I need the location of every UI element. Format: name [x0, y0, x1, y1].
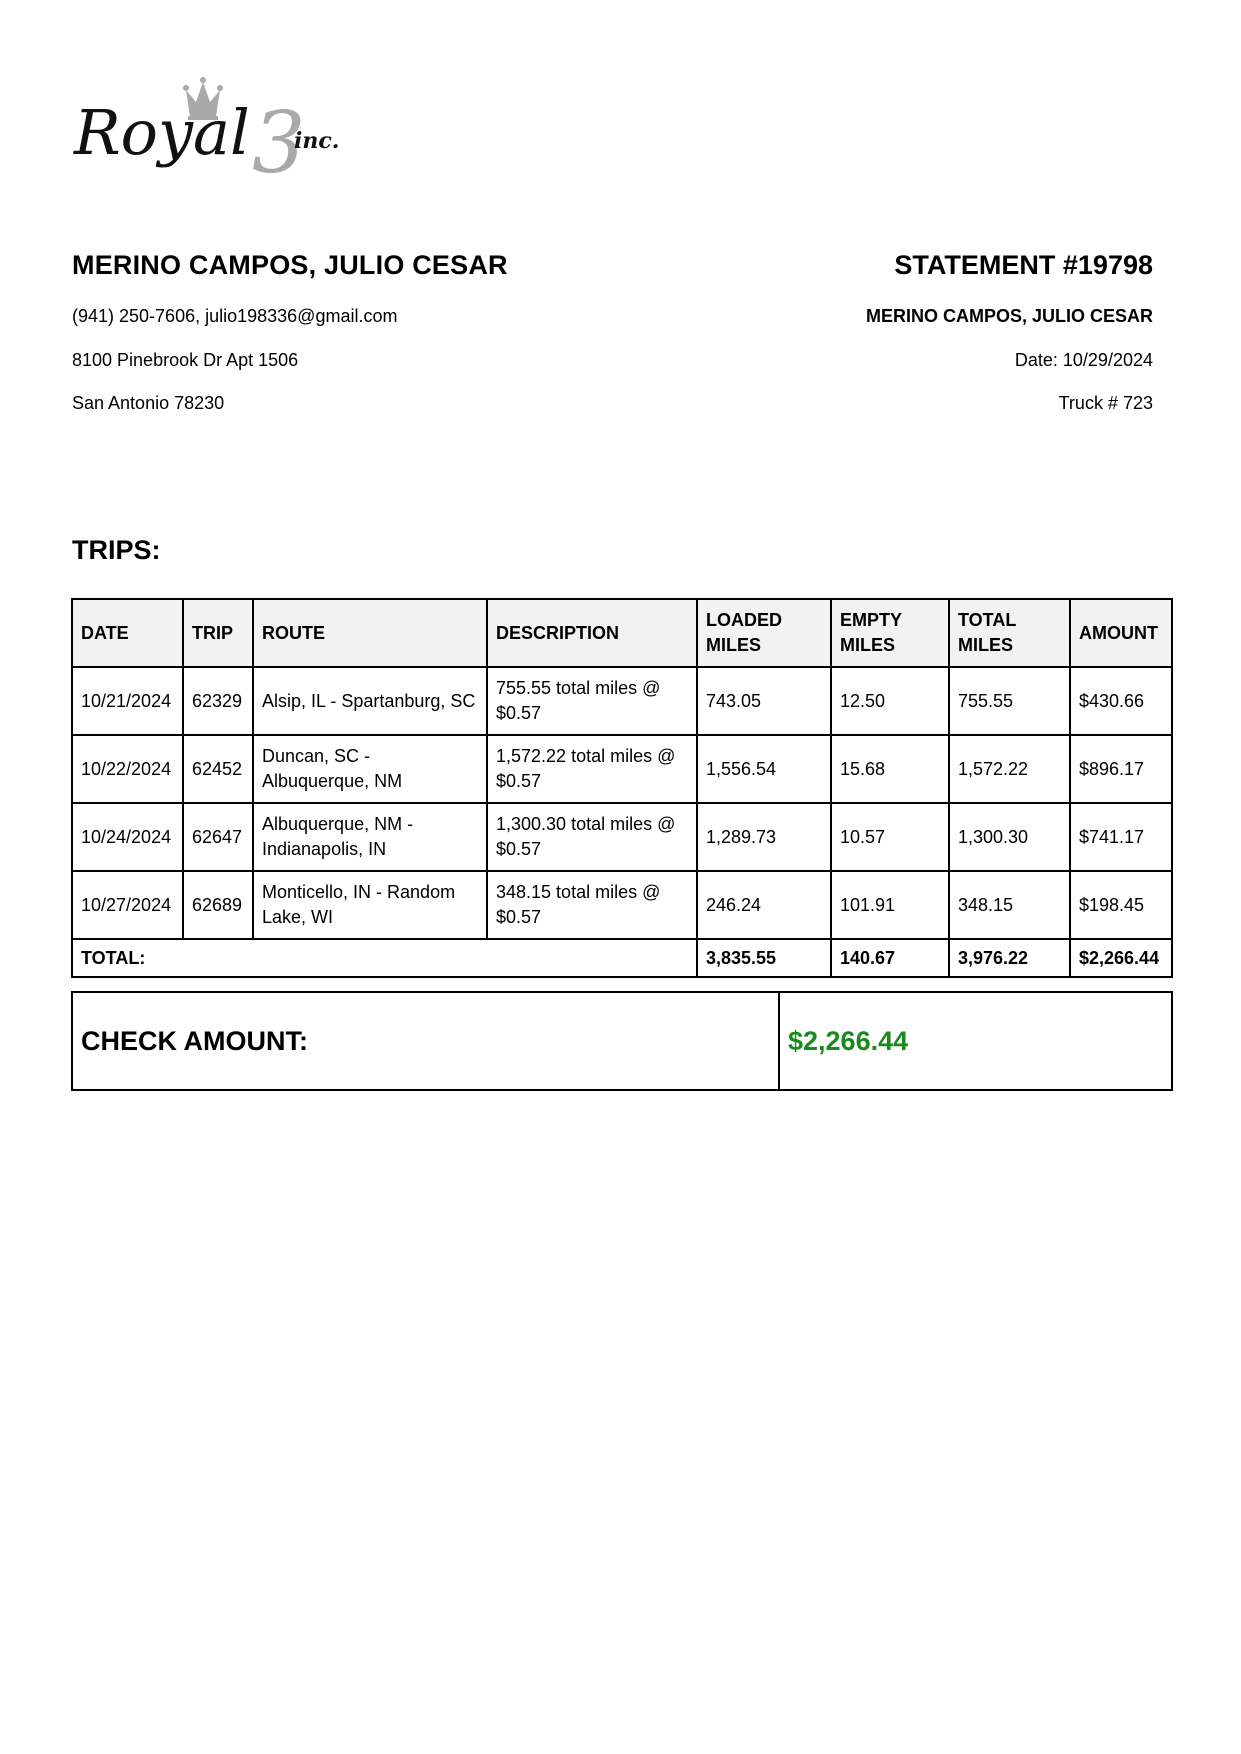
cell-date: 10/24/2024 [72, 803, 183, 871]
cell-trip: 62647 [183, 803, 253, 871]
cell-route: Monticello, IN - Random Lake, WI [253, 871, 487, 939]
payee-address-line2: San Antonio 78230 [72, 393, 225, 413]
cell-total-miles: 348.15 [949, 871, 1070, 939]
cell-description: 348.15 total miles @ $0.57 [487, 871, 697, 939]
table-row [72, 803, 1172, 871]
table-row [72, 735, 1172, 803]
check-amount-value: $2,266.44 [779, 992, 1172, 1090]
cell-date: 10/27/2024 [72, 871, 183, 939]
table-row [72, 871, 1172, 939]
totals-label: TOTAL: [72, 939, 697, 977]
column-header-date: DATE [72, 599, 183, 667]
company-logo [72, 72, 402, 192]
cell-loaded-miles: 1,289.73 [697, 803, 831, 871]
column-header-empty-miles: EMPTY MILES [831, 599, 949, 667]
statement-title: STATEMENT #19798 [894, 250, 1153, 280]
check-amount-label: CHECK AMOUNT: [72, 992, 779, 1090]
cell-total-miles: 1,572.22 [949, 735, 1070, 803]
cell-route: Duncan, SC - Albuquerque, NM [253, 735, 487, 803]
statement-truck: Truck # 723 [1058, 393, 1153, 413]
total-empty-miles: 140.67 [831, 939, 949, 977]
cell-trip: 62689 [183, 871, 253, 939]
column-header-total-miles: TOTAL MILES [949, 599, 1070, 667]
totals-row [72, 939, 1172, 977]
cell-empty-miles: 12.50 [831, 667, 949, 735]
cell-loaded-miles: 1,556.54 [697, 735, 831, 803]
trips-heading: TRIPS: [72, 535, 161, 565]
column-header-description: DESCRIPTION [487, 599, 697, 667]
cell-loaded-miles: 743.05 [697, 667, 831, 735]
cell-total-miles: 755.55 [949, 667, 1070, 735]
total-loaded-miles: 3,835.55 [697, 939, 831, 977]
column-header-trip: TRIP [183, 599, 253, 667]
table-row [72, 667, 1172, 735]
cell-route: Albuquerque, NM - Indianapolis, IN [253, 803, 487, 871]
total-total-miles: 3,976.22 [949, 939, 1070, 977]
payee-contact: (941) 250-7606, julio198336@gmail.com [72, 306, 398, 326]
cell-description: 1,572.22 total miles @ $0.57 [487, 735, 697, 803]
column-header-loaded-miles: LOADED MILES [697, 599, 831, 667]
column-header-route: ROUTE [253, 599, 487, 667]
cell-amount: $896.17 [1070, 735, 1172, 803]
cell-date: 10/22/2024 [72, 735, 183, 803]
cell-amount: $430.66 [1070, 667, 1172, 735]
cell-total-miles: 1,300.30 [949, 803, 1070, 871]
cell-description: 1,300.30 total miles @ $0.57 [487, 803, 697, 871]
logo-wordmark: Royal [74, 96, 250, 169]
check-amount-box [71, 991, 1173, 1091]
statement-name: MERINO CAMPOS, JULIO CESAR [865, 306, 1153, 326]
cell-empty-miles: 101.91 [831, 871, 949, 939]
cell-description: 755.55 total miles @ $0.57 [487, 667, 697, 735]
cell-empty-miles: 10.57 [831, 803, 949, 871]
cell-amount: $198.45 [1070, 871, 1172, 939]
cell-route: Alsip, IL - Spartanburg, SC [253, 667, 487, 735]
payee-address-line1: 8100 Pinebrook Dr Apt 1506 [72, 350, 299, 370]
cell-date: 10/21/2024 [72, 667, 183, 735]
payee-name: MERINO CAMPOS, JULIO CESAR [72, 250, 508, 280]
total-amount: $2,266.44 [1070, 939, 1172, 977]
cell-amount: $741.17 [1070, 803, 1172, 871]
trips-table [71, 598, 1173, 978]
logo-numeral: 3 [252, 94, 306, 192]
column-header-amount: AMOUNT [1070, 599, 1172, 667]
statement-date: Date: 10/29/2024 [1014, 350, 1153, 370]
cell-trip: 62452 [183, 735, 253, 803]
cell-empty-miles: 15.68 [831, 735, 949, 803]
table-header-row [72, 599, 1172, 667]
logo-suffix: inc. [294, 128, 340, 154]
cell-loaded-miles: 246.24 [697, 871, 831, 939]
cell-trip: 62329 [183, 667, 253, 735]
